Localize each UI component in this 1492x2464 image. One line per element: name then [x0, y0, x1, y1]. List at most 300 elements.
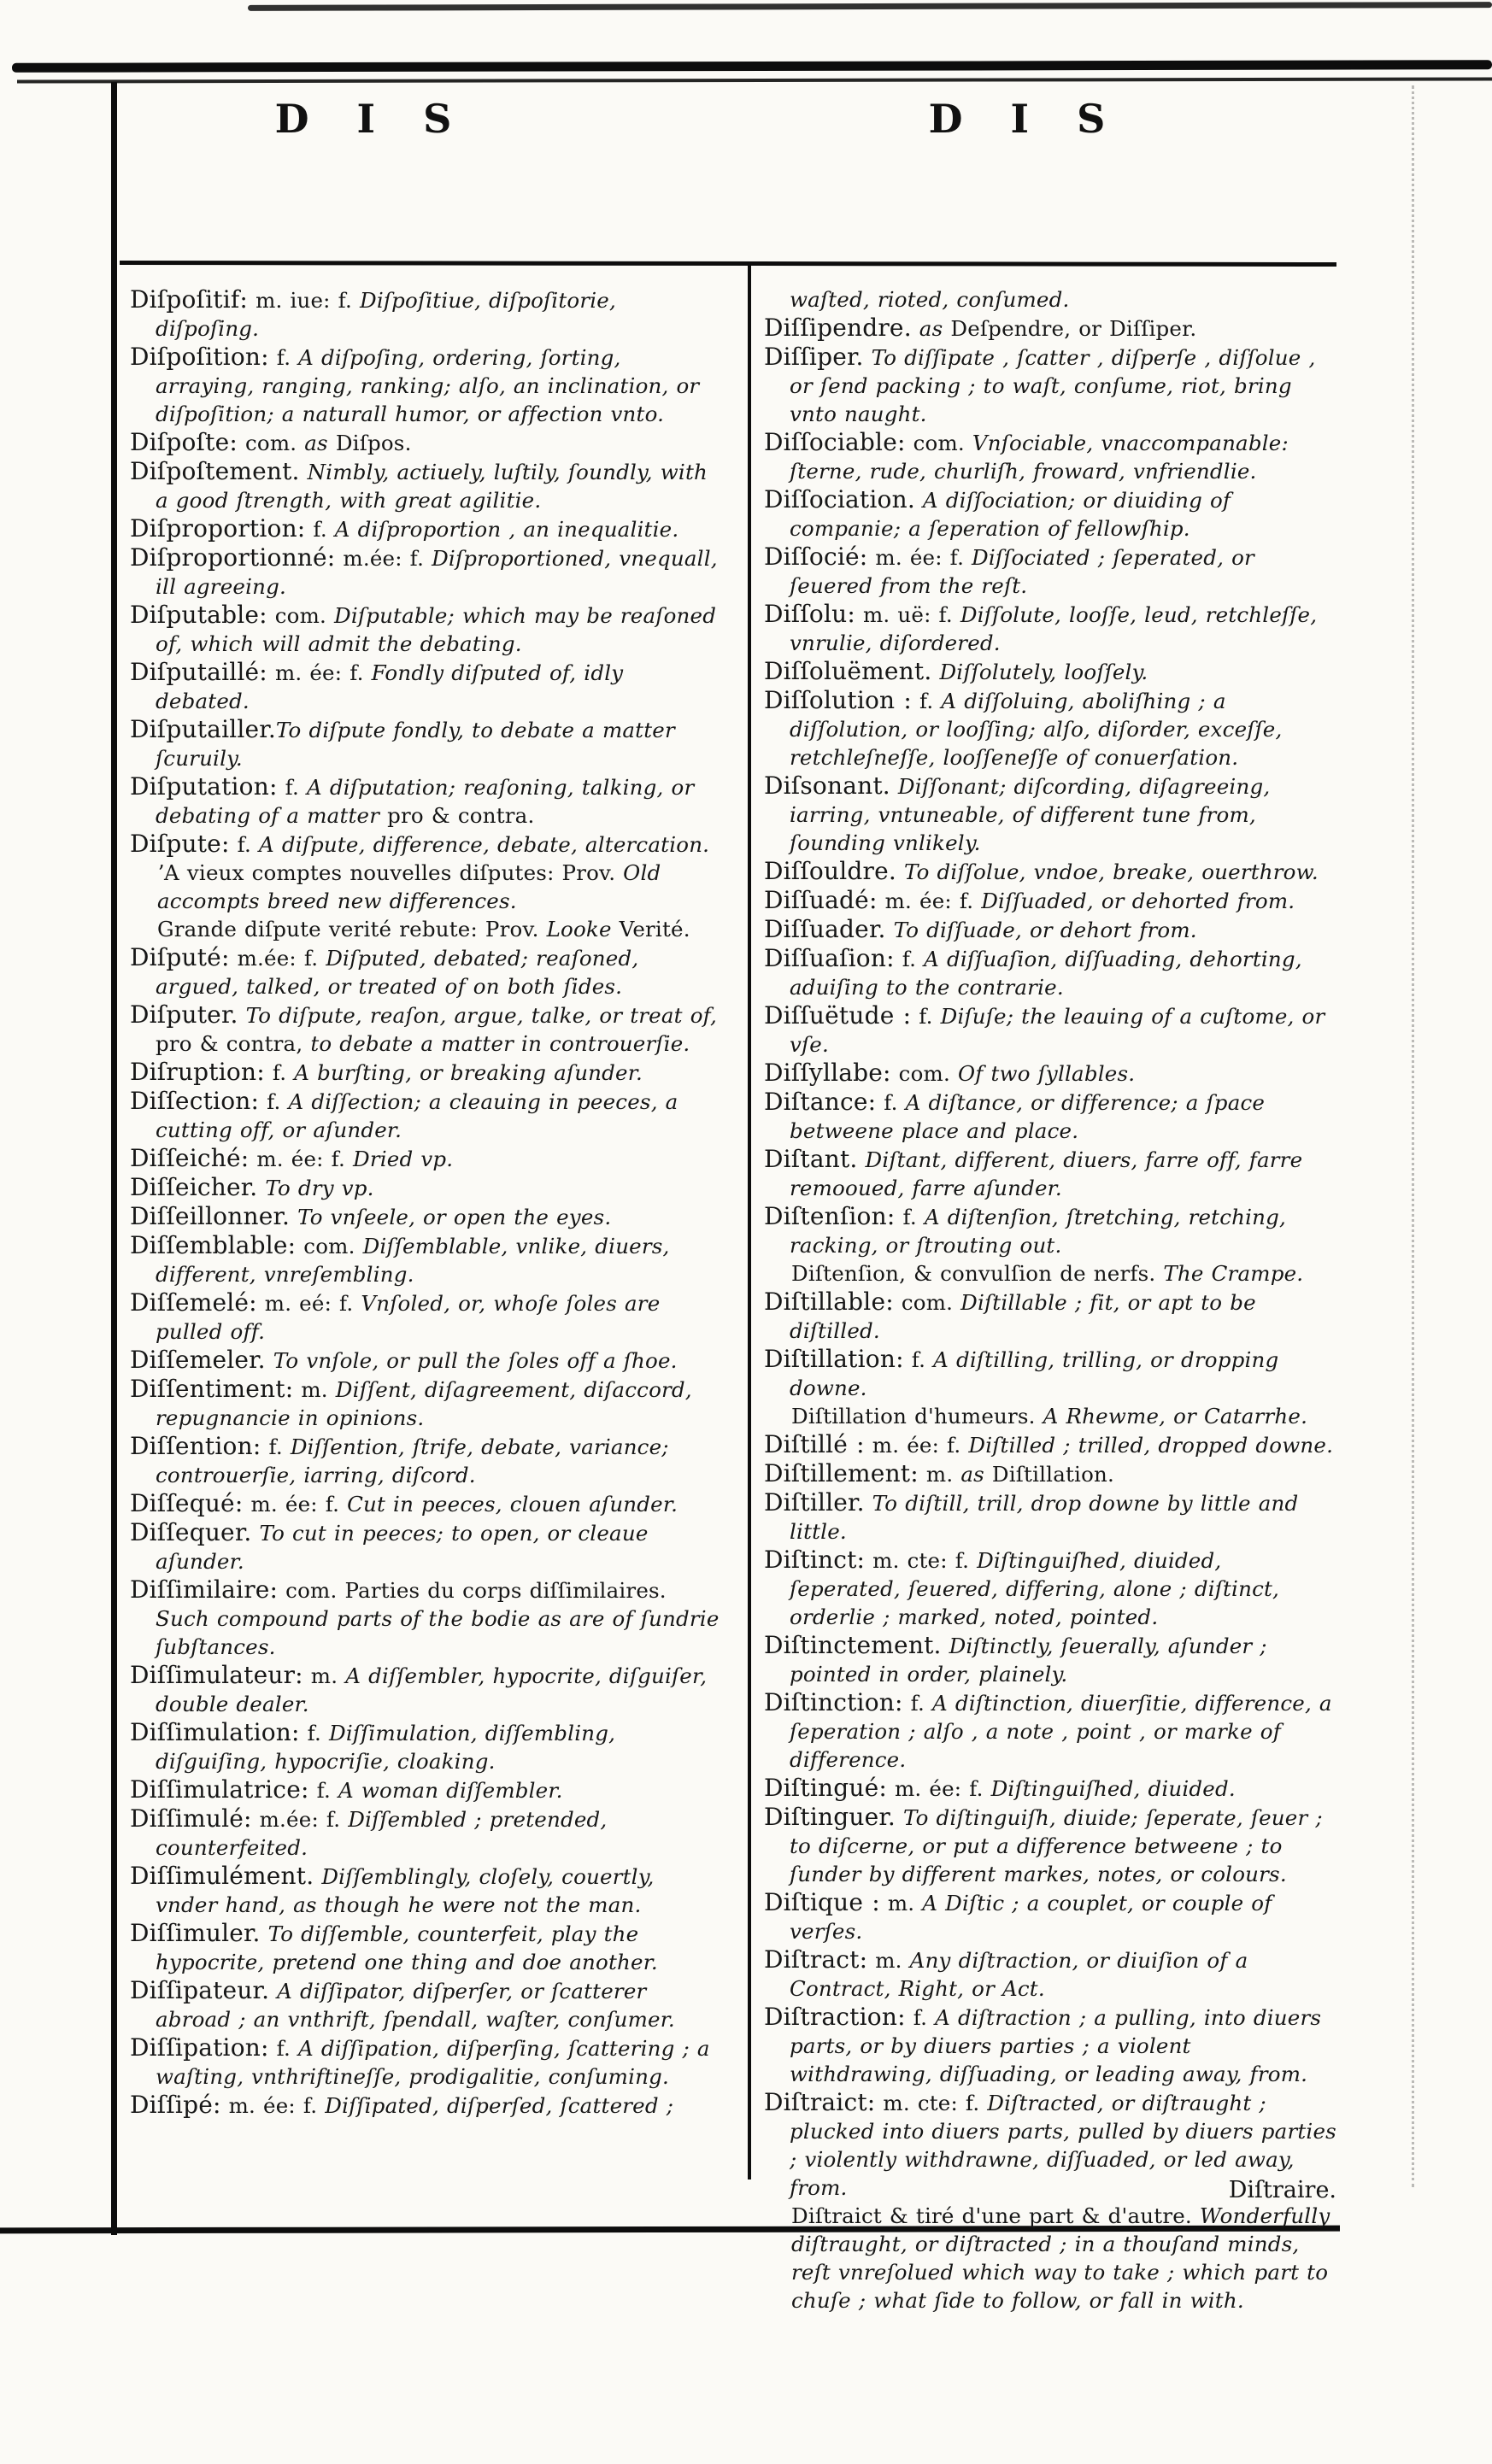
entry-headword: Diſtenſion: [764, 1202, 896, 1230]
entry-headword: Diſſipendre. [764, 314, 912, 342]
left-border-rule [111, 82, 117, 2235]
entry-grammar-tag: m. ée: f. [249, 1147, 353, 1171]
entry-headword: Diſsonant. [764, 771, 890, 800]
dictionary-entry [130, 1375, 723, 1432]
entry-definition: Dried vp. [352, 1147, 454, 1171]
entry-grammar-tag: m. [867, 1948, 910, 1973]
entry-grammar-tag: pro & contra, [156, 1031, 311, 1056]
entry-grammar-tag: f. [299, 1721, 330, 1745]
column-divider-rule [748, 266, 751, 2179]
entry-definition: Diſſembled ; pretended, counterfeited. [156, 1807, 608, 1860]
entry-definition: A diſſection; a cleauing in peeces, a cutting off, or aſunder. [156, 1089, 678, 1142]
entry-headword: Diſputer. [130, 1000, 238, 1029]
entry-definition: Diſproportioned, vnequall, ill agreeing. [156, 546, 718, 599]
entry-definition: A diſpoſing, ordering, ſorting, arraying, ranging, ranking; alſo, an inclination, or diſpoſition; a naturall humor, or affection vnto. [156, 345, 700, 426]
entry-grammar-tag: Diſtraict & tiré d'une part & d'autre. [791, 2203, 1200, 2228]
entry-definition: Diſſuaded, or dehorted from. [981, 889, 1295, 913]
dictionary-entry [130, 1087, 723, 1144]
catchword: Diſtraire. [1228, 2177, 1336, 2203]
dictionary-entry [764, 944, 1336, 1001]
entry-headword: Diſſociable: [764, 428, 906, 456]
entry-definition: To diſſipate , ſcatter , diſperſe , diſſolue , or ſend packing ; to waſt, conſume, riot, bring vnto naught. [790, 345, 1316, 426]
header-rule [120, 261, 1336, 267]
entry-definition: A diſſociation; or diuiding of companie; a ſeperation of fellowſhip. [790, 488, 1231, 541]
dictionary-entry [130, 1862, 723, 1919]
dictionary-entry [130, 1718, 723, 1775]
dictionary-entry [764, 1774, 1336, 1803]
entry-definition: Diſtinctly, ſeuerally, aſunder ; pointed in order, plainely. [790, 1634, 1267, 1687]
dictionary-entry [764, 314, 1336, 343]
entry-grammar-tag: f. [268, 345, 299, 370]
entry-headword: Diſſentiment: [130, 1375, 294, 1403]
entry-headword: Diſtinguer. [764, 1803, 896, 1831]
entry-headword: Diſſemblable: [130, 1231, 297, 1259]
dictionary-entry [130, 1804, 723, 1862]
entry-headword: Diſſuader. [764, 915, 886, 943]
entry-grammar-tag: m.ée: f. [251, 1807, 349, 1832]
entry-headword: Diſſimulation: [130, 1718, 300, 1746]
entry-grammar-tag [912, 316, 919, 341]
entry-grammar-tag: m. cte: f. [865, 1548, 978, 1573]
entry-definition: A diſſuaſion, diſſuading, dehorting, aduiſing to the contrarie. [790, 947, 1302, 1000]
entry-definition: A diſpute, difference, debate, altercation. [258, 832, 710, 857]
entry-grammar-tag: m. [303, 1663, 346, 1688]
dictionary-entry [130, 457, 723, 514]
dictionary-subentry [130, 915, 723, 943]
dictionary-entry [130, 1432, 723, 1489]
entry-headword: Diſproportionné: [130, 543, 336, 572]
dictionary-entry [130, 1144, 723, 1173]
entry-headword: Diſtance: [764, 1088, 877, 1116]
entry-grammar-tag: Grande diſpute verité rebute: Prov. [157, 917, 547, 942]
entry-grammar-tag [269, 1979, 277, 2003]
entry-grammar-tag: com. Parties du corps diſſimilaires. [278, 1578, 667, 1603]
entry-headword: Diſtant. [764, 1145, 858, 1173]
dictionary-entry [130, 285, 723, 343]
entry-grammar-tag: m. ée: f. [877, 889, 982, 913]
entry-definition: Diſſolutely, looſſely. [939, 660, 1148, 684]
dictionary-entry [764, 1088, 1336, 1145]
entry-headword: Diſtract: [764, 1945, 868, 1974]
entry-definition: Diſſonant; diſcording, diſagreeing, iarring, vntuneable, of different tune from, ſounding vnlikely. [790, 774, 1271, 855]
dictionary-entry [130, 772, 723, 830]
entry-headword: Diſtillé : [764, 1430, 865, 1458]
entry-definition: Diſſent, diſagreement, diſaccord, repugnancie in opinions. [156, 1377, 692, 1430]
entry-headword: Diſtillement: [764, 1459, 919, 1487]
entry-headword: Diſtinctement. [764, 1631, 942, 1659]
entry-grammar-tag: Diſtillation d'humeurs. [791, 1404, 1043, 1429]
entry-grammar-tag: f. [259, 1089, 289, 1114]
entry-definition: Diſſociated ; ſeperated, or ſeuered from the reſt. [790, 545, 1254, 598]
entry-definition: Nimbly, actiuely, luſtily, ſoundly, with a good ſtrength, with great agilitie. [156, 460, 708, 513]
entry-definition: A diſtraction ; a pulling, into diuers parts, or by diuers parties ; a violent withdrawing, diſſuading, or leading away, from. [790, 2005, 1322, 2086]
dictionary-subentry [764, 2202, 1336, 2314]
entry-definition: To diſpute fondly, to debate a matter ſcuruily. [156, 718, 675, 771]
entry-definition: Diſtilled ; trilled, dropped downe. [968, 1433, 1334, 1458]
dictionary-entry [764, 1059, 1336, 1088]
dictionary-entry [764, 657, 1336, 686]
entry-grammar-tag [915, 488, 923, 513]
entry-definition: Diſtinguiſhed, diuided. [990, 1776, 1236, 1801]
entry-headword: Diſputable: [130, 601, 267, 629]
entry-headword: Diſpoſtement. [130, 457, 300, 485]
entry-definition: Such compound parts of the bodie as are of ſundrie ſubſtances. [156, 1606, 720, 1659]
top-rule-thick [12, 60, 1492, 73]
entry-headword: Diſputé: [130, 943, 230, 971]
dictionary-entry [764, 2003, 1336, 2088]
entry-grammar-tag: m.ée: f. [335, 546, 432, 571]
entry-headword: Diſſeiché: [130, 1144, 250, 1172]
entry-definition: Diſuſe; the leauing of a cuſtome, or vſe. [790, 1004, 1325, 1057]
dictionary-entry [764, 1145, 1336, 1202]
entry-headword: Diſtiller. [764, 1488, 865, 1517]
entry-grammar-tag [864, 345, 872, 370]
entry-definition: Diſtillable ; fit, or apt to be diſtilled. [790, 1290, 1256, 1343]
entry-definition: Of two ſyllables. [957, 1061, 1136, 1086]
entry-headword: Diſſuaſion: [764, 944, 895, 972]
entry-definition: To diſtill, trill, drop downe by little and little. [790, 1491, 1299, 1544]
entry-grammar-tag [886, 918, 894, 942]
entry-definition: To cut in peeces; to open, or cleaue aſunder. [156, 1521, 649, 1574]
entry-grammar-tag: f. [277, 775, 307, 800]
entry-grammar-tag: Diſtillation. [991, 1462, 1114, 1487]
dictionary-entry [764, 1459, 1336, 1488]
entry-definition: To diſſemble, counterfeit, play the hypocrite, pretend one thing and doe another. [156, 1921, 658, 1974]
dictionary-entry [764, 857, 1336, 886]
entry-grammar-tag: f. [905, 2005, 936, 2030]
dictionary-entry [130, 2033, 723, 2091]
entry-headword: Diſpoſition: [130, 343, 269, 371]
entry-definition: A diſtance, or difference; a ſpace betweene place and place. [790, 1090, 1266, 1143]
entry-definition: Diſſemblable, vnlike, diuers, different, vnreſembling. [156, 1234, 670, 1287]
entry-definition: as [960, 1462, 992, 1487]
entry-grammar-tag: f. [912, 689, 942, 713]
entry-grammar-tag [896, 1805, 903, 1830]
dictionary-entry [130, 1976, 723, 2033]
dictionary-entry [130, 543, 723, 601]
dictionary-entry [764, 1945, 1336, 2003]
entry-definition: A diſproportion , an inequalitie. [334, 517, 679, 542]
dictionary-entry [130, 1518, 723, 1575]
entry-grammar-tag: f. [268, 2036, 298, 2061]
entry-grammar-tag: com. [296, 1234, 363, 1258]
top-edge-smudge [248, 2, 1492, 11]
entry-definition: Diſpoſitiue, diſpoſitorie, diſpoſing. [156, 288, 616, 341]
entry-grammar-tag: com. [267, 603, 335, 628]
dictionary-entry [130, 1231, 723, 1288]
dictionary-entry [130, 1775, 723, 1804]
entry-definition: Diſſention, ſtrife, debate, variance; controuerſie, iarring, diſcord. [156, 1434, 669, 1487]
top-rule-thin [17, 77, 1492, 83]
entry-headword: Diſſociation. [764, 485, 915, 513]
entry-headword: Diſtinct: [764, 1546, 866, 1574]
entry-headword: Diſtillable: [764, 1288, 894, 1316]
entry-grammar-tag: f. [308, 1778, 338, 1803]
dictionary-entry [764, 771, 1336, 857]
entry-definition: Vnſoled, or, whoſe ſoles are pulled off. [156, 1291, 661, 1344]
entry-grammar-tag: Diſpos. [335, 431, 412, 455]
entry-grammar-tag: m. ée: f. [243, 1492, 348, 1517]
entry-grammar-tag: f. [902, 1691, 932, 1716]
entry-grammar-tag: com. [890, 1061, 958, 1086]
dictionary-entry [764, 543, 1336, 600]
dictionary-entry [130, 1346, 723, 1375]
dictionary-entry [130, 658, 723, 715]
entry-definition: Cut in peeces, clouen aſunder. [347, 1492, 678, 1517]
entry-grammar-tag: f. [261, 1434, 291, 1459]
entry-headword: Diſſequé: [130, 1489, 244, 1517]
entry-grammar-tag [300, 460, 308, 484]
entry-grammar-tag: m. [918, 1462, 961, 1487]
entry-grammar-tag: com. [237, 431, 305, 455]
dictionary-entry [130, 1919, 723, 1976]
dictionary-subentry [764, 1402, 1336, 1430]
entry-headword: Diſſocié: [764, 543, 868, 571]
entry-grammar-tag: com. [893, 1290, 961, 1315]
entry-grammar-tag: m. iue: f. [248, 288, 360, 313]
entry-headword: Diſſuadé: [764, 886, 878, 914]
entry-definition: To diſtinguiſh, diuide; ſeperate, ſeuer ; to diſcerne, or put a difference betweene ; to ſunder by different markes, notes, or colours. [790, 1805, 1323, 1886]
entry-headword: Diſſimulément. [130, 1862, 314, 1890]
entry-headword: Diſtinction: [764, 1688, 903, 1716]
entry-headword: Diſpoſte: [130, 428, 238, 456]
running-head-left: D I S [274, 96, 469, 142]
entry-headword: Diſtraict: [764, 2088, 876, 2116]
dictionary-entry [764, 1688, 1336, 1774]
entry-definition: Diſtinguiſhed, diuided, ſeperated, ſeuered, differing, alone ; diſtinct, orderlie ; marked, noted, pointed. [790, 1548, 1280, 1629]
entry-definition: Diſſipated, diſperſed, ſcattered ; [325, 2093, 674, 2118]
entry-grammar-tag: Deſpendre, or Diſſiper. [950, 316, 1197, 341]
entry-grammar-tag: m. eé: f. [256, 1291, 361, 1316]
entry-headword: Diſſipateur. [130, 1976, 270, 2004]
dictionary-entry [130, 830, 723, 859]
dictionary-entry [764, 600, 1336, 657]
entry-definition: A diſſembler, hypocrite, diſguiſer, double dealer. [156, 1663, 708, 1716]
entry-grammar-tag: com. [905, 431, 972, 455]
dictionary-entry [130, 1202, 723, 1231]
dictionary-entry [130, 1058, 723, 1087]
entry-definition: To diſpute, reaſon, argue, talke, or treat of, [245, 1003, 718, 1028]
dictionary-entry [130, 514, 723, 543]
entry-definition: A diſputation; reaſoning, talking, or debating of a matter [156, 775, 695, 828]
entry-grammar-tag: m. cte: f. [875, 2091, 988, 2115]
entry-definition: A woman diſſembler. [338, 1778, 563, 1803]
entry-grammar-tag [314, 1864, 321, 1889]
entry-grammar-tag [266, 1348, 273, 1373]
entry-grammar-tag: f. [903, 1347, 934, 1372]
dictionary-entry [764, 1202, 1336, 1259]
dictionary-entry [764, 1888, 1336, 1945]
entry-grammar-tag: f. [305, 517, 335, 542]
entry-headword: Diſſimuler. [130, 1919, 261, 1947]
dictionary-entry-continuation [764, 285, 1336, 314]
entry-headword: Diſſimulateur: [130, 1661, 303, 1689]
entry-headword: Diſſeillonner. [130, 1202, 291, 1230]
entry-grammar-tag: m. ée: f. [220, 2093, 326, 2118]
entry-headword: Diſſipation: [130, 2033, 269, 2062]
dictionary-entry [130, 1173, 723, 1202]
entry-definition: Vnſociable, vnaccompanable: ſterne, rude, churliſh, froward, vnfriendlie. [790, 431, 1289, 484]
dictionary-entry [764, 485, 1336, 543]
entry-definition: Fondly diſputed of, idly debated. [156, 660, 624, 713]
dictionary-entry [130, 1288, 723, 1346]
entry-grammar-tag: m. ée: f. [864, 1433, 969, 1458]
dictionary-entry [764, 886, 1336, 915]
entry-headword: Diſſeicher. [130, 1173, 258, 1201]
entry-grammar-tag: m. [293, 1377, 336, 1402]
entry-headword: Diſſiper. [764, 343, 864, 371]
entry-grammar-tag: m. ée: f. [886, 1776, 991, 1801]
entry-grammar-tag: f. [229, 832, 259, 857]
entry-grammar-tag: m. ée: f. [267, 660, 372, 685]
entry-definition: Wonderfully diſtraught, or diſtracted ; in a thouſand minds, reſt vnreſolued which way to take ; which part to chuſe ; what ſide to follow, or fall in with. [791, 2203, 1330, 2313]
entry-grammar-tag [942, 1634, 949, 1658]
dictionary-subentry [764, 1259, 1336, 1288]
entry-definition: Looke [546, 917, 620, 942]
entry-grammar-tag: f. [894, 947, 925, 971]
entry-grammar-tag: m. [879, 1891, 923, 1915]
dictionary-entry [130, 943, 723, 1000]
entry-headword: Diſſipé: [130, 2091, 221, 2119]
entry-headword: Diſſemelé: [130, 1288, 257, 1317]
entry-definition: as [304, 431, 336, 455]
entry-grammar-tag: f. [911, 1004, 941, 1029]
entry-grammar-tag [890, 774, 898, 799]
entry-grammar-tag: f. [264, 1060, 295, 1085]
dictionary-entry [764, 1803, 1336, 1888]
dictionary-entry [764, 1345, 1336, 1402]
entry-headword: Diſputation: [130, 772, 278, 801]
entry-grammar-tag [257, 1176, 265, 1200]
dictionary-entry [764, 1430, 1336, 1459]
dictionary-entry [764, 1001, 1336, 1059]
entry-headword: Diſtique : [764, 1888, 880, 1916]
entry-definition: Diſputable; which may be reaſoned of, which will admit the debating. [156, 603, 717, 656]
column-left [130, 285, 723, 2120]
entry-headword: Diſſimulatrice: [130, 1775, 309, 1804]
dictionary-entry [764, 1631, 1336, 1688]
entry-definition: A diſtinction, diuerſitie, difference, a ſeperation ; alſo , a note , point , or marke of difference. [790, 1691, 1332, 1772]
dictionary-entry [764, 1546, 1336, 1631]
entry-definition: Diſſolute, looſſe, leud, retchleſſe, vnrulie, diſordered. [790, 602, 1318, 655]
entry-grammar-tag [858, 1147, 866, 1172]
dictionary-entry [764, 1288, 1336, 1345]
entry-headword: Diſtingué: [764, 1774, 887, 1802]
entry-definition: A diſſoluing, aboliſhing ; a diſſolution, or looſſing; alſo, diſorder, exceſſe, retchleſneſſe, looſſeneſſe of conuerſation. [790, 689, 1283, 770]
dictionary-entry [130, 1575, 723, 1661]
running-head-right: D I S [928, 96, 1123, 142]
entry-definition: to debate a matter in controuerſie. [310, 1031, 690, 1056]
entry-definition: A burſting, or breaking aſunder. [294, 1060, 643, 1085]
entry-headword: Diſſection: [130, 1087, 260, 1115]
dictionary-entry [130, 343, 723, 428]
entry-definition: A diſſipator, diſperſer, or ſcatterer abroad ; an vnthrift, ſpendall, waſter, conſumer. [156, 1979, 675, 2032]
dictionary-entry [764, 1488, 1336, 1546]
dictionary-entry [130, 428, 723, 457]
entry-definition: A diſtenſion, ſtretching, retching, racking, or ſtrouting out. [790, 1205, 1287, 1258]
dictionary-entry [130, 715, 723, 772]
entry-definition: Any diſtraction, or diuiſion of a Contract, Right, or Act. [790, 1948, 1248, 2001]
entry-grammar-tag: m.ée: f. [229, 946, 326, 971]
right-margin-dotted-edge [1412, 85, 1414, 2187]
dictionary-entry [764, 428, 1336, 485]
entry-headword: Diſproportion: [130, 514, 306, 543]
entry-headword: Diſſolu: [764, 600, 856, 628]
entry-grammar-tag [865, 1491, 872, 1516]
entry-grammar-tag: m. ée: f. [867, 545, 972, 570]
entry-headword: Diſſuëtude : [764, 1001, 912, 1030]
entry-headword: Diſpute: [130, 830, 230, 858]
entry-definition: The Crampe. [1163, 1261, 1304, 1286]
entry-headword: Diſſemeler. [130, 1346, 266, 1374]
dictionary-entry [764, 915, 1336, 944]
entry-headword: Diſſyllabe: [764, 1059, 891, 1087]
dictionary-entry [764, 686, 1336, 771]
entry-definition: A Rhewme, or Catarrhe. [1043, 1404, 1308, 1429]
entry-grammar-tag [238, 1003, 246, 1028]
dictionary-entry [764, 343, 1336, 428]
entry-definition: waſted, rioted, conſumed. [790, 287, 1070, 312]
dictionary-entry [130, 1489, 723, 1518]
entry-definition: To diſſuade, or dehort from. [893, 918, 1197, 942]
entry-definition: To vnſeele, or open the eyes. [297, 1205, 612, 1229]
entry-grammar-tag: f. [895, 1205, 925, 1229]
entry-definition: Old accompts breed new differences. [157, 860, 661, 913]
entry-definition: Diſſimulation, diſſembling, diſguiſing, hypocriſie, cloaking. [156, 1721, 616, 1774]
entry-headword: Diſpoſitif: [130, 285, 249, 314]
entry-grammar-tag: Diſtenſion, & convulſion de nerfs. [791, 1261, 1164, 1286]
entry-headword: Diſruption: [130, 1058, 265, 1086]
entry-grammar-tag [896, 859, 904, 884]
entry-headword: Diſſention: [130, 1432, 261, 1460]
entry-headword: Diſſimilaire: [130, 1575, 279, 1604]
entry-headword: Diſſouldre. [764, 857, 896, 885]
entry-headword: Diſputaillé: [130, 658, 267, 686]
entry-headword: Diſputailler. [130, 715, 276, 743]
entry-definition: A diſtilling, trilling, or dropping downe. [790, 1347, 1279, 1400]
entry-headword: Diſſequer. [130, 1518, 252, 1546]
entry-definition: Diſtant, different, diuers, farre off, farre remooued, farre aſunder. [790, 1147, 1303, 1200]
entry-definition: A diſſipation, diſperſing, ſcattering ; a waſting, vnthriftineſſe, prodigalitie, conſuming. [156, 2036, 710, 2089]
entry-definition: as [919, 316, 951, 341]
entry-headword: Diſſoluëment. [764, 657, 932, 685]
entry-definition: To vnſole, or pull the ſoles off a ſhoe. [273, 1348, 678, 1373]
entry-grammar-tag: ʼA vieux comptes nouvelles diſputes: Prov. [157, 860, 624, 885]
entry-definition: A Diſtic ; a couplet, or couple of verſes. [790, 1891, 1272, 1944]
entry-headword: Diſtraction: [764, 2003, 906, 2031]
entry-grammar-tag: pro & contra. [387, 803, 535, 828]
dictionary-entry [130, 1000, 723, 1058]
entry-headword: Diſſolution : [764, 686, 913, 714]
entry-definition: To diſſolue, vndoe, breake, ouerthrow. [903, 859, 1319, 884]
entry-grammar-tag: f. [876, 1090, 906, 1115]
entry-grammar-tag: Verité. [619, 917, 690, 942]
dictionary-entry [130, 1661, 723, 1718]
dictionary-entry [130, 2091, 723, 2120]
entry-definition: Diſſemblingly, cloſely, couertly, vnder hand, as though he were not the man. [156, 1864, 655, 1917]
dictionary-entry [130, 601, 723, 658]
column-right [764, 285, 1336, 2314]
dictionary-subentry [130, 859, 723, 915]
entry-definition: Diſtracted, or diſtraught ; plucked into diuers parts, pulled by diuers parties ; violently withdrawne, diſſuaded, or led away, from. [790, 2091, 1336, 2200]
entry-grammar-tag [261, 1921, 268, 1946]
entry-grammar-tag [290, 1205, 297, 1229]
entry-definition: Diſputed, debated; reaſoned, argued, talked, or treated of on both ſides. [156, 946, 639, 999]
entry-headword: Diſſimulé: [130, 1804, 252, 1833]
entry-definition: To dry vp. [265, 1176, 374, 1200]
entry-headword: Diſtillation: [764, 1345, 904, 1373]
entry-grammar-tag: m. uë: f. [855, 602, 960, 627]
